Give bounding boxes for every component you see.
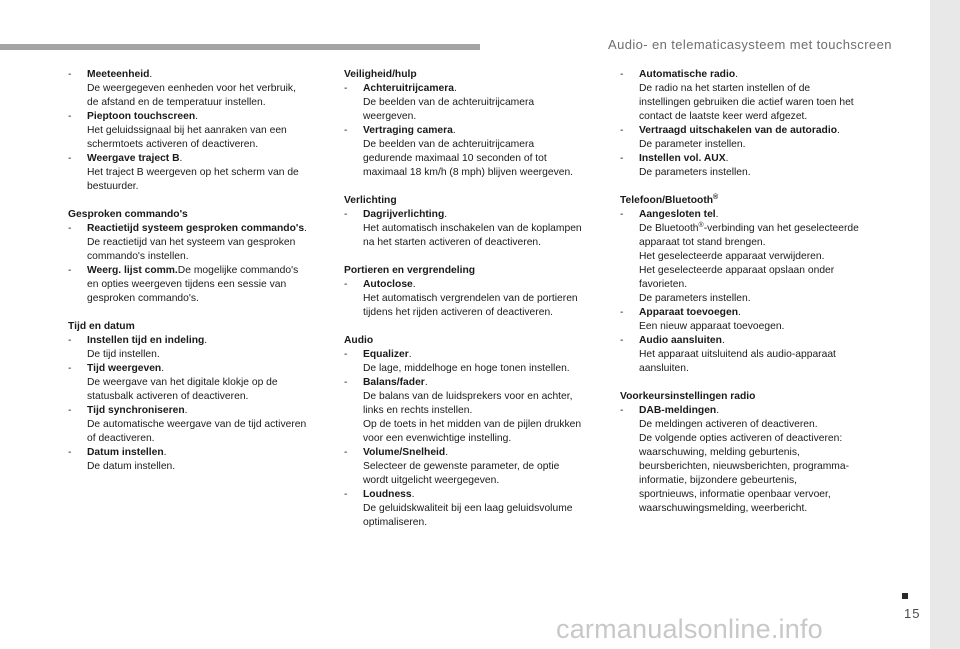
section-title: Gesproken commando's [68, 209, 188, 220]
settings-section [620, 390, 888, 516]
list-dash: - [620, 69, 624, 80]
side-margin-strip [930, 0, 960, 649]
setting-description: Het geluidssignaal bij het aanraken van een [87, 125, 287, 136]
setting-description: de afstand en de temperatuur instellen. [87, 97, 266, 108]
setting-label: Dagrijverlichting [363, 209, 445, 220]
setting-description: De beelden van de achteruitrijcamera [363, 139, 535, 150]
label-suffix: . [452, 125, 456, 136]
list-dash: - [68, 69, 72, 80]
setting-label: Aangesloten tel [639, 209, 716, 220]
setting-description: aansluiten. [639, 363, 689, 374]
settings-section [620, 68, 888, 180]
setting-label: Volume/Snelheid [363, 447, 446, 458]
setting-label: Weergave traject B [87, 153, 180, 164]
setting-label: Vertraging camera [363, 125, 453, 136]
setting-item [68, 264, 326, 306]
setting-item [344, 208, 602, 250]
setting-description: Een nieuw apparaat toevoegen. [639, 321, 785, 332]
label-suffix: . [204, 335, 208, 346]
list-dash: - [68, 153, 72, 164]
setting-description: Het automatisch vergrendelen van de portieren [363, 293, 578, 304]
setting-item [620, 124, 888, 152]
setting-item [344, 82, 602, 124]
list-dash: - [344, 447, 348, 458]
setting-label: Meeteenheid [87, 69, 150, 80]
list-dash: - [620, 335, 624, 346]
label-suffix: . [738, 307, 741, 318]
setting-description: informatie, bijzondere gebeurtenis, [639, 475, 797, 486]
list-dash: - [344, 209, 348, 220]
settings-section [68, 320, 326, 474]
setting-item [344, 376, 602, 446]
setting-description: tijdens het rijden activeren of deactiveren. [363, 307, 554, 318]
list-dash: - [344, 489, 348, 500]
setting-description: sportnieuws, informatie openbaar vervoer, [639, 489, 831, 500]
setting-item [620, 306, 888, 334]
list-dash: - [344, 83, 348, 94]
setting-description: De Bluetooth®-verbinding van het geselecteerde [639, 222, 859, 234]
setting-item [68, 404, 326, 446]
setting-description: optimaliseren. [363, 517, 428, 528]
setting-description: beursberichten, nieuwsberichten, programma- [639, 461, 850, 472]
label-suffix: . [412, 279, 416, 290]
setting-item [344, 348, 602, 376]
setting-description: De lage, middelhoge en hoge tonen instellen. [363, 363, 570, 374]
setting-label: Audio aansluiten [639, 335, 722, 346]
settings-section [344, 264, 602, 320]
setting-description: schermtoets activeren of deactiveren. [87, 139, 259, 150]
section-title: Voorkeursinstellingen radio [620, 391, 756, 402]
list-dash: - [620, 405, 624, 416]
end-of-section-marker [902, 593, 908, 599]
label-suffix: . [408, 349, 412, 360]
list-dash: - [344, 279, 348, 290]
setting-description: voor een evenwichtige instelling. [363, 433, 512, 444]
setting-description: De parameter instellen. [639, 139, 746, 150]
setting-description: Op de toets in het midden van de pijlen drukken [363, 419, 582, 430]
setting-label: Reactietijd systeem gesproken commando's [87, 223, 305, 234]
setting-description: Het automatisch inschakelen van de koplampen [363, 223, 582, 234]
watermark: carmanualsonline.info [556, 614, 823, 644]
setting-item [68, 110, 326, 152]
setting-item [344, 124, 602, 180]
label-suffix: . [304, 223, 307, 234]
setting-description: De datum instellen. [87, 461, 176, 472]
label-suffix: . [179, 153, 183, 164]
section-title: Veiligheid/hulp [344, 69, 417, 80]
setting-label: Automatische radio [639, 69, 736, 80]
label-suffix: . [444, 209, 448, 220]
label-suffix: . [735, 69, 738, 80]
label-suffix: . [454, 83, 457, 94]
list-dash: - [344, 377, 348, 388]
list-dash: - [68, 111, 72, 122]
list-dash: - [68, 405, 72, 416]
setting-description: gedurende maximaal 10 seconden of tot [363, 153, 547, 164]
label-suffix: . [424, 377, 428, 388]
setting-label: DAB-meldingen [639, 405, 717, 416]
setting-item [620, 404, 888, 516]
setting-label: Tijd weergeven [87, 363, 162, 374]
column-3 [620, 68, 888, 530]
list-dash: - [68, 447, 72, 458]
setting-description: De parameters instellen. [639, 167, 751, 178]
column-2 [344, 68, 602, 544]
section-title: Verlichting [344, 195, 397, 206]
setting-description: bestuurder. [87, 181, 139, 192]
setting-description: De beelden van de achteruitrijcamera [363, 97, 535, 108]
setting-description: De tijd instellen. [87, 349, 160, 360]
list-dash: - [344, 125, 348, 136]
label-suffix: . [721, 335, 725, 346]
setting-item [620, 208, 888, 306]
setting-description: Het traject B weergeven op het scherm van de [87, 167, 299, 178]
settings-section [344, 194, 602, 250]
setting-item [68, 152, 326, 194]
setting-description: instellingen gebruiken die actief waren toen het [639, 97, 854, 108]
section-title: Tijd en datum [68, 321, 135, 332]
setting-label: Balans/fader [363, 377, 425, 388]
setting-description: waarschuwing, melding geburtenis, [639, 447, 800, 458]
setting-description: De weergave van het digitale klokje op de [87, 377, 278, 388]
label-suffix: . [184, 405, 188, 416]
setting-item [344, 278, 602, 320]
label-suffix: . [161, 363, 165, 374]
label-suffix: . [715, 209, 719, 220]
setting-item [344, 446, 602, 488]
settings-section [68, 208, 326, 306]
settings-section [68, 68, 326, 194]
setting-item [68, 446, 326, 474]
setting-label: Datum instellen [87, 447, 164, 458]
section-title: Portieren en vergrendeling [344, 265, 476, 276]
setting-description: De balans van de luidsprekers voor en achter, [363, 391, 573, 402]
column-1 [68, 68, 326, 488]
setting-description: wordt uitgelicht weergegeven. [363, 475, 500, 486]
list-dash: - [620, 307, 624, 318]
setting-label: Instellen vol. AUX [639, 153, 726, 164]
setting-label: Pieptoon touchscreen [87, 111, 196, 122]
setting-description: De reactietijd van het systeem van gesproken [87, 237, 296, 248]
list-dash: - [344, 349, 348, 360]
list-dash: - [620, 153, 624, 164]
setting-label: Instellen tijd en indeling [87, 335, 205, 346]
settings-section [344, 68, 602, 180]
setting-description: links en rechts instellen. [363, 405, 473, 416]
settings-section [620, 194, 888, 376]
list-dash: - [620, 125, 624, 136]
setting-label: Tijd synchroniseren [87, 405, 185, 416]
setting-label: Achteruitrijcamera [363, 83, 454, 94]
setting-description: favorieten. [639, 279, 688, 290]
setting-description: Het geselecteerde apparaat opslaan onder [639, 265, 835, 276]
setting-description: of deactiveren. [87, 433, 155, 444]
label-suffix: . [725, 153, 729, 164]
list-dash: - [68, 223, 72, 234]
setting-description: en opties weergeven tijdens een sessie van [87, 279, 287, 290]
setting-description: De parameters instellen. [639, 293, 751, 304]
page-header-title: Audio- en telematicasysteem met touchscreen [608, 37, 892, 52]
setting-description: maximaal 18 km/h (8 mph) blijven weergeven. [363, 167, 574, 178]
setting-item [620, 68, 888, 124]
setting-description: apparaat tot stand brengen. [639, 237, 766, 248]
setting-item [68, 68, 326, 110]
setting-description: na het starten activeren of deactiveren. [363, 237, 542, 248]
settings-section [344, 334, 602, 530]
setting-label: Weerg. lijst comm. [87, 265, 178, 276]
setting-description: De geluidskwaliteit bij een laag geluidsvolume [363, 503, 573, 514]
label-suffix: . [163, 447, 167, 458]
label-suffix: . [149, 69, 153, 80]
setting-description: Het geselecteerde apparaat verwijderen. [639, 251, 825, 262]
page-number: 15 [904, 606, 921, 621]
section-title: Audio [344, 335, 374, 346]
list-dash: - [620, 209, 624, 220]
setting-description: De mogelijke commando's [177, 265, 299, 276]
label-suffix: . [716, 405, 720, 416]
setting-label: Autoclose [363, 279, 413, 290]
setting-item [344, 488, 602, 530]
setting-label: Vertraagd uitschakelen van de autoradio [639, 125, 837, 136]
setting-description: waarschuwingsmelding, weerbericht. [639, 503, 808, 514]
list-dash: - [68, 335, 72, 346]
setting-description: De weergegeven eenheden voor het verbruik, [87, 83, 296, 94]
list-dash: - [68, 265, 72, 276]
setting-label: Loudness [363, 489, 412, 500]
label-suffix: . [195, 111, 199, 122]
list-dash: - [68, 363, 72, 374]
label-suffix: . [445, 447, 449, 458]
header-rule [0, 44, 480, 50]
setting-description: Het apparaat uitsluitend als audio-apparaat [639, 349, 836, 360]
setting-description: weergeven. [363, 111, 417, 122]
label-suffix: . [837, 125, 840, 136]
setting-item [620, 334, 888, 376]
setting-item [68, 334, 326, 362]
setting-description: commando's instellen. [87, 251, 189, 262]
setting-description: gesproken commando's. [87, 293, 199, 304]
setting-description: Selecteer de gewenste parameter, de optie [363, 461, 560, 472]
label-suffix: . [411, 489, 415, 500]
setting-item [620, 152, 888, 180]
section-title: Telefoon/Bluetooth® [620, 194, 719, 206]
setting-label: Equalizer [363, 349, 409, 360]
setting-description: contact de laatste keer werd afgezet. [639, 111, 808, 122]
setting-description: De volgende opties activeren of deactiveren: [639, 433, 843, 444]
setting-description: De meldingen activeren of deactiveren. [639, 419, 818, 430]
setting-description: statusbalk activeren of deactiveren. [87, 391, 249, 402]
setting-item [68, 362, 326, 404]
setting-description: De automatische weergave van de tijd activeren [87, 419, 307, 430]
setting-label: Apparaat toevoegen [639, 307, 738, 318]
setting-description: De radio na het starten instellen of de [639, 83, 811, 94]
setting-item [68, 222, 326, 264]
